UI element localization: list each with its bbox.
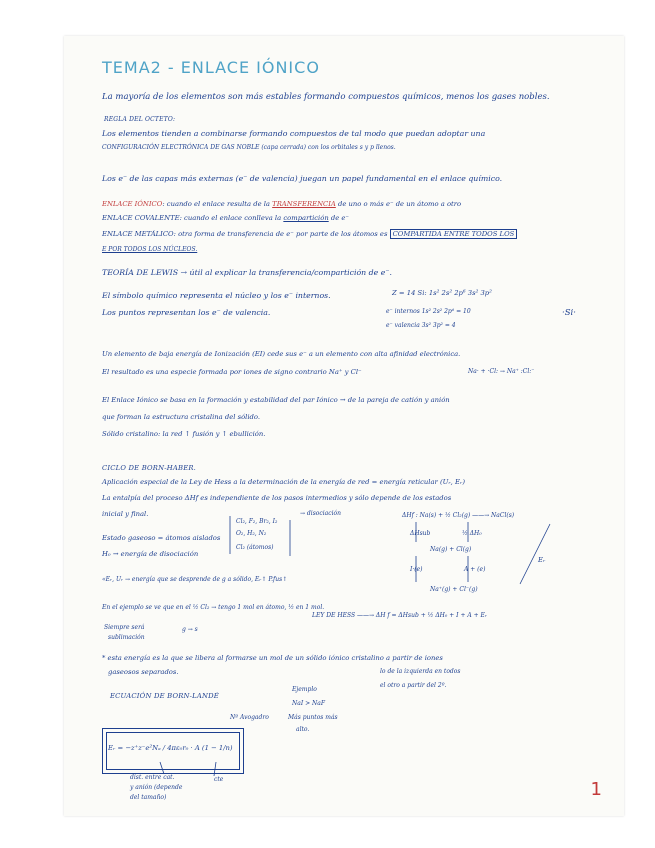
ionic-bond-line2: que forman la estructura cristalina del sólido. xyxy=(102,413,260,421)
metallic-shared: COMPARTIDA ENTRE TODOS LOS xyxy=(390,229,518,239)
sharing-keyword: compartición xyxy=(283,214,329,222)
cycle-diss: ½ ΔH₀ xyxy=(462,530,482,537)
covalent-bond-text: : cuando el enlace conlleva la xyxy=(179,214,282,222)
ionization-line1: Un elemento de baja energía de Ionización (EI) cede sus e⁻ a un elemento con alta afinidad electrónica. xyxy=(102,350,461,358)
cycle-a: A + (e) xyxy=(464,566,486,573)
note-left3: del tamaño) xyxy=(130,794,167,801)
metallic-bond-label: ENLACE METÁLICO xyxy=(102,230,174,238)
annotation-strokes xyxy=(64,36,624,816)
born-lande-formula: Eᵣ = −z⁺z⁻e²Nₐ / 4πε₀r₀ · A (1 − 1/n) xyxy=(108,744,233,752)
note-right: cte xyxy=(214,776,224,783)
notes-page xyxy=(64,36,624,816)
sublimation-text: sublimación xyxy=(108,634,145,641)
octet-rule-heading: REGLA DEL OCTETO: xyxy=(104,116,176,123)
sign-text: Siempre será xyxy=(104,624,145,631)
gas-state: Estado gaseoso = átomos aislados xyxy=(102,534,221,542)
page-number: 1 xyxy=(590,779,602,800)
metallic-bond-text: : otra forma de transferencia de e⁻ por parte de los átomos es xyxy=(173,230,388,238)
cycle-er: Eᵣ xyxy=(538,556,546,564)
dissociation-arrow: → disociación xyxy=(300,510,341,517)
example-line1: NaI > NaF xyxy=(292,700,326,707)
cycle-mid: Na(g) + Cl(g) xyxy=(430,546,472,553)
born-lande-heading: ECUACIÓN DE BORN-LANDÉ xyxy=(110,692,219,700)
example-text: En el ejemplo se ve que en el ½ Cl₂ → tengo 1 mol en átomo, ½ en 1 mol. xyxy=(102,604,325,611)
example-heading: Ejemplo xyxy=(292,686,317,693)
born-haber-line3: inicial y final. xyxy=(102,510,149,518)
transfer-keyword: TRANSFERENCIA xyxy=(272,200,336,208)
page-title: TEMA2 - ENLACE IÓNICO xyxy=(102,58,320,77)
gs-text: g → s xyxy=(182,626,198,633)
ionic-bond-line3: Sólido cristalino: la red ↑ fusión y ↑ ebullición. xyxy=(102,430,266,438)
note-line1: * esta energía es la que se libera al formarse un mol de un sólido iónico cristalino a partir de iones xyxy=(102,654,443,662)
lewis-z: Z = 14 Si: 1s² 2s² 2p⁶ 3s² 3p² xyxy=(392,289,492,297)
example-line2: Más puntos más xyxy=(288,714,338,721)
octet-rule-line2: CONFIGURACIÓN ELECTRÓNICA DE GAS NOBLE (capa cerrada) con los orbitales s y p llenos. xyxy=(102,144,396,151)
ionic-bond-label: ENLACE IÓNICO xyxy=(102,200,163,208)
gas-list2: O₂, H₂, N₂ xyxy=(236,530,267,537)
lewis-internal: e⁻ internos 1s² 2s² 2p⁶ = 10 xyxy=(386,308,471,315)
gas-list3: Cl₂ (átomos) xyxy=(236,544,274,551)
h0-text: H₀ → energía de disociación xyxy=(102,550,199,558)
octet-rule-line1: Los elementos tienden a combinarse formando compuestos de tal modo que puedan adoptar una xyxy=(102,129,486,138)
intro-text: La mayoría de los elementos son más estables formando compuestos químicos, menos los gases nobles. xyxy=(102,92,550,102)
note-line3: lo de la izquierda en todos xyxy=(380,668,461,675)
born-haber-line1: Aplicación especial de la Ley de Hess a la determinación de la energía de red = energía reticular (Uᵣ, Eᵣ) xyxy=(102,478,465,486)
si-lewis-symbol: ·Si· xyxy=(562,308,576,318)
born-haber-heading: CICLO DE BORN-HABER. xyxy=(102,464,197,472)
metallic-bond-end: E POR TODOS LOS NÚCLEOS. xyxy=(102,246,198,253)
cycle-bottom: Na⁺(g) + Cl⁻(g) xyxy=(430,586,478,593)
er-text: «Eᵣ, Uᵣ → energía que se desprende de g a sólido, Eᵣ↑ P.fus↑ xyxy=(102,576,288,583)
lewis-valence: e⁻ valencia 3s² 3p² = 4 xyxy=(386,322,456,329)
formula-pointer-right xyxy=(214,762,216,776)
gas-list1: Cl₂, F₂, Br₂, I₂ xyxy=(236,518,278,525)
ionic-bond-end: de uno o más e⁻ de un átomo a otro xyxy=(338,200,462,208)
ionic-bond-line1: El Enlace Iónico se basa en la formación y estabilidad del par Iónico → de la pareja de catión y anión xyxy=(102,396,450,404)
lewis-line3: Los puntos representan los e⁻ de valencia. xyxy=(102,308,271,317)
covalent-bond-end: de e⁻ xyxy=(330,214,350,222)
cycle-sub: ΔHsub xyxy=(410,530,431,537)
covalent-bond-label: ENLACE COVALENTE xyxy=(102,214,180,222)
ionization-reaction: Na· + ·Cl: → Na⁺ :Cl:⁻ xyxy=(468,368,535,375)
lewis-line1: TEORÍA DE LEWIS → útil al explicar la transferencia/compartición de e⁻. xyxy=(102,268,392,277)
avogadro-label: Nº Avogadro xyxy=(230,714,269,721)
valence-text: Los e⁻ de las capas más externas (e⁻ de valencia) juegan un papel fundamental en el enlace químico. xyxy=(102,174,503,183)
hess-law: LEY DE HESS ——→ ΔH f = ΔHsub + ½ ΔH₀ + I + A + Eᵣ xyxy=(312,612,488,619)
note-left2: y anión (depende xyxy=(130,784,183,791)
example-line3: alto. xyxy=(296,726,310,733)
ionization-line2: El resultado es una especie formada por iones de signo contrario Na⁺ y Cl⁻ xyxy=(102,368,362,376)
born-haber-line2: La entalpía del proceso ΔHf es independiente de los pasos intermedios y sólo depende de los estados xyxy=(102,494,452,502)
ionic-bond-text: : cuando el enlace resulta de la xyxy=(162,200,270,208)
lewis-line2: El símbolo químico representa el núcleo y los e⁻ internos. xyxy=(102,291,331,300)
cycle-i: I·(e) xyxy=(410,566,423,573)
note-line4: el otro a partir del 2º. xyxy=(380,682,447,689)
cycle-top: ΔHf : Na(s) + ½ Cl₂(g) ——→ NaCl(s) xyxy=(402,512,515,519)
formula-pointer-left xyxy=(160,762,164,774)
note-left1: dist. entre cat. xyxy=(130,774,175,781)
note-line2: gaseosos separados. xyxy=(108,668,179,676)
cycle-arrow-er xyxy=(520,524,550,584)
